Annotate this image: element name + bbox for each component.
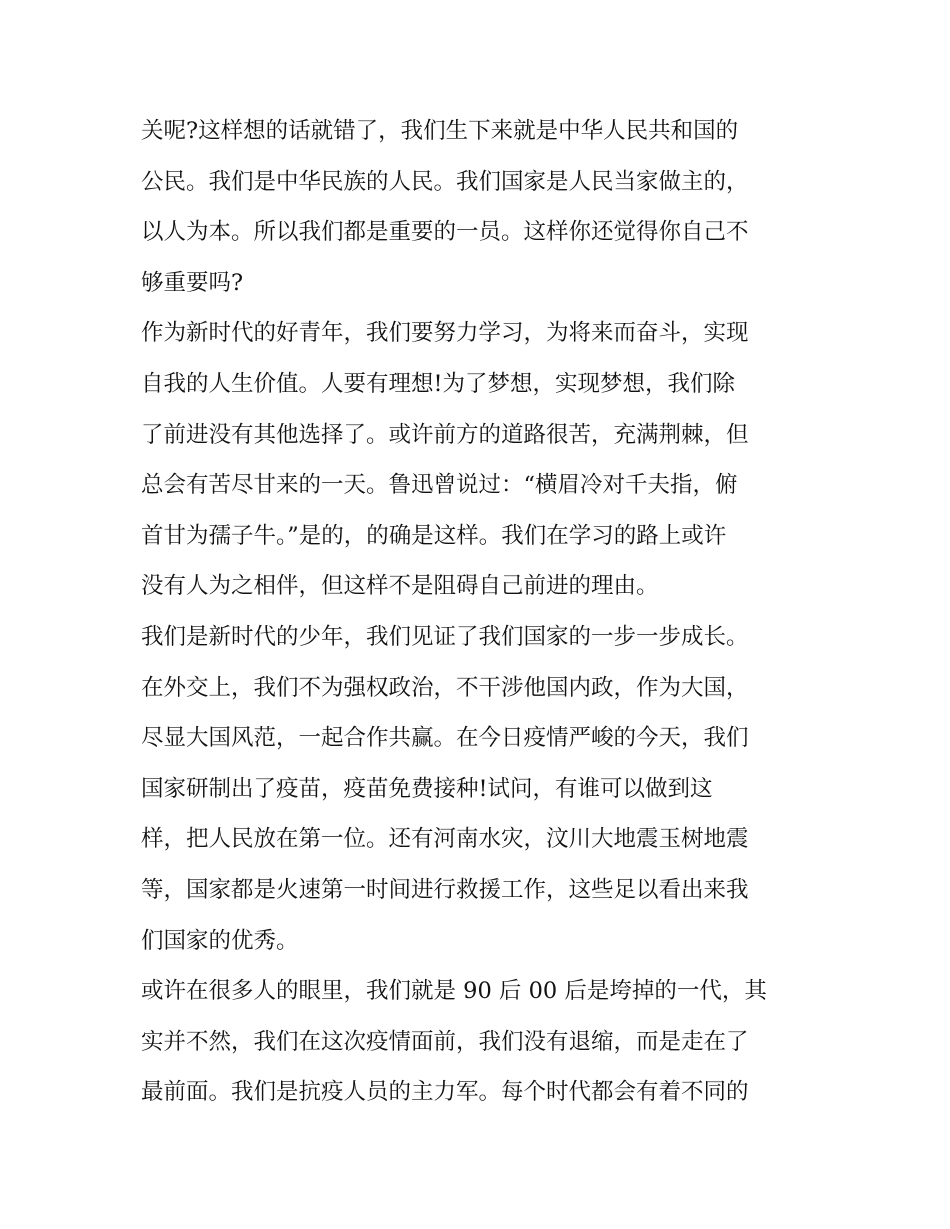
- text-line: 样，把人民放在第一位。还有河南水灾，汶川大地震玉树地震: [141, 826, 749, 853]
- text-line: 国家研制出了疫苗，疫苗免费接种!试问，有谁可以做到这: [141, 775, 713, 802]
- text-line: 尽显大国风范，一起合作共赢。在今日疫情严峻的今天，我们: [141, 725, 749, 752]
- text-line: 了前进没有其他选择了。或许前方的道路很苦，充满荆棘，但: [141, 421, 749, 448]
- text-line: 总会有苦尽甘来的一天。鲁迅曾说过：“横眉冷对千夫指，俯: [141, 472, 738, 499]
- text-line: 首甘为孺子牛。”是的，的确是这样。我们在学习的路上或许: [141, 522, 727, 549]
- text-line: 最前面。我们是抗疫人员的主力军。每个时代都会有着不同的: [141, 1079, 749, 1106]
- text-line: 自我的人生价值。人要有理想!为了梦想，实现梦想，我们除: [141, 370, 736, 397]
- text-line: 我们是新时代的少年，我们见证了我们国家的一步一步成长。: [141, 623, 749, 650]
- body-text: [141, 106, 811, 1118]
- text-line: 以人为本。所以我们都是重要的一员。这样你还觉得你自己不: [141, 219, 749, 246]
- text-line: 在外交上，我们不为强权政治，不干涉他国内政，作为大国，: [141, 674, 749, 701]
- text-line: 够重要吗?: [141, 269, 244, 296]
- text-line: 作为新时代的好青年，我们要努力学习，为将来而奋斗，实现: [141, 320, 749, 347]
- text-line: 没有人为之相伴，但这样不是阻碍自己前进的理由。: [141, 573, 659, 600]
- text-line: 们国家的优秀。: [141, 927, 299, 954]
- text-line: 等，国家都是火速第一时间进行救援工作，这些足以看出来我: [141, 876, 749, 903]
- text-line: 或许在很多人的眼里，我们就是 90 后 00 后是垮掉的一代，其: [141, 978, 767, 1005]
- text-line: 公民。我们是中华民族的人民。我们国家是人民当家做主的，: [141, 168, 749, 195]
- text-line: 关呢?这样想的话就错了，我们生下来就是中华人民共和国的: [141, 118, 739, 144]
- text-line: 实并不然，我们在这次疫情面前，我们没有退缩，而是走在了: [141, 1028, 749, 1055]
